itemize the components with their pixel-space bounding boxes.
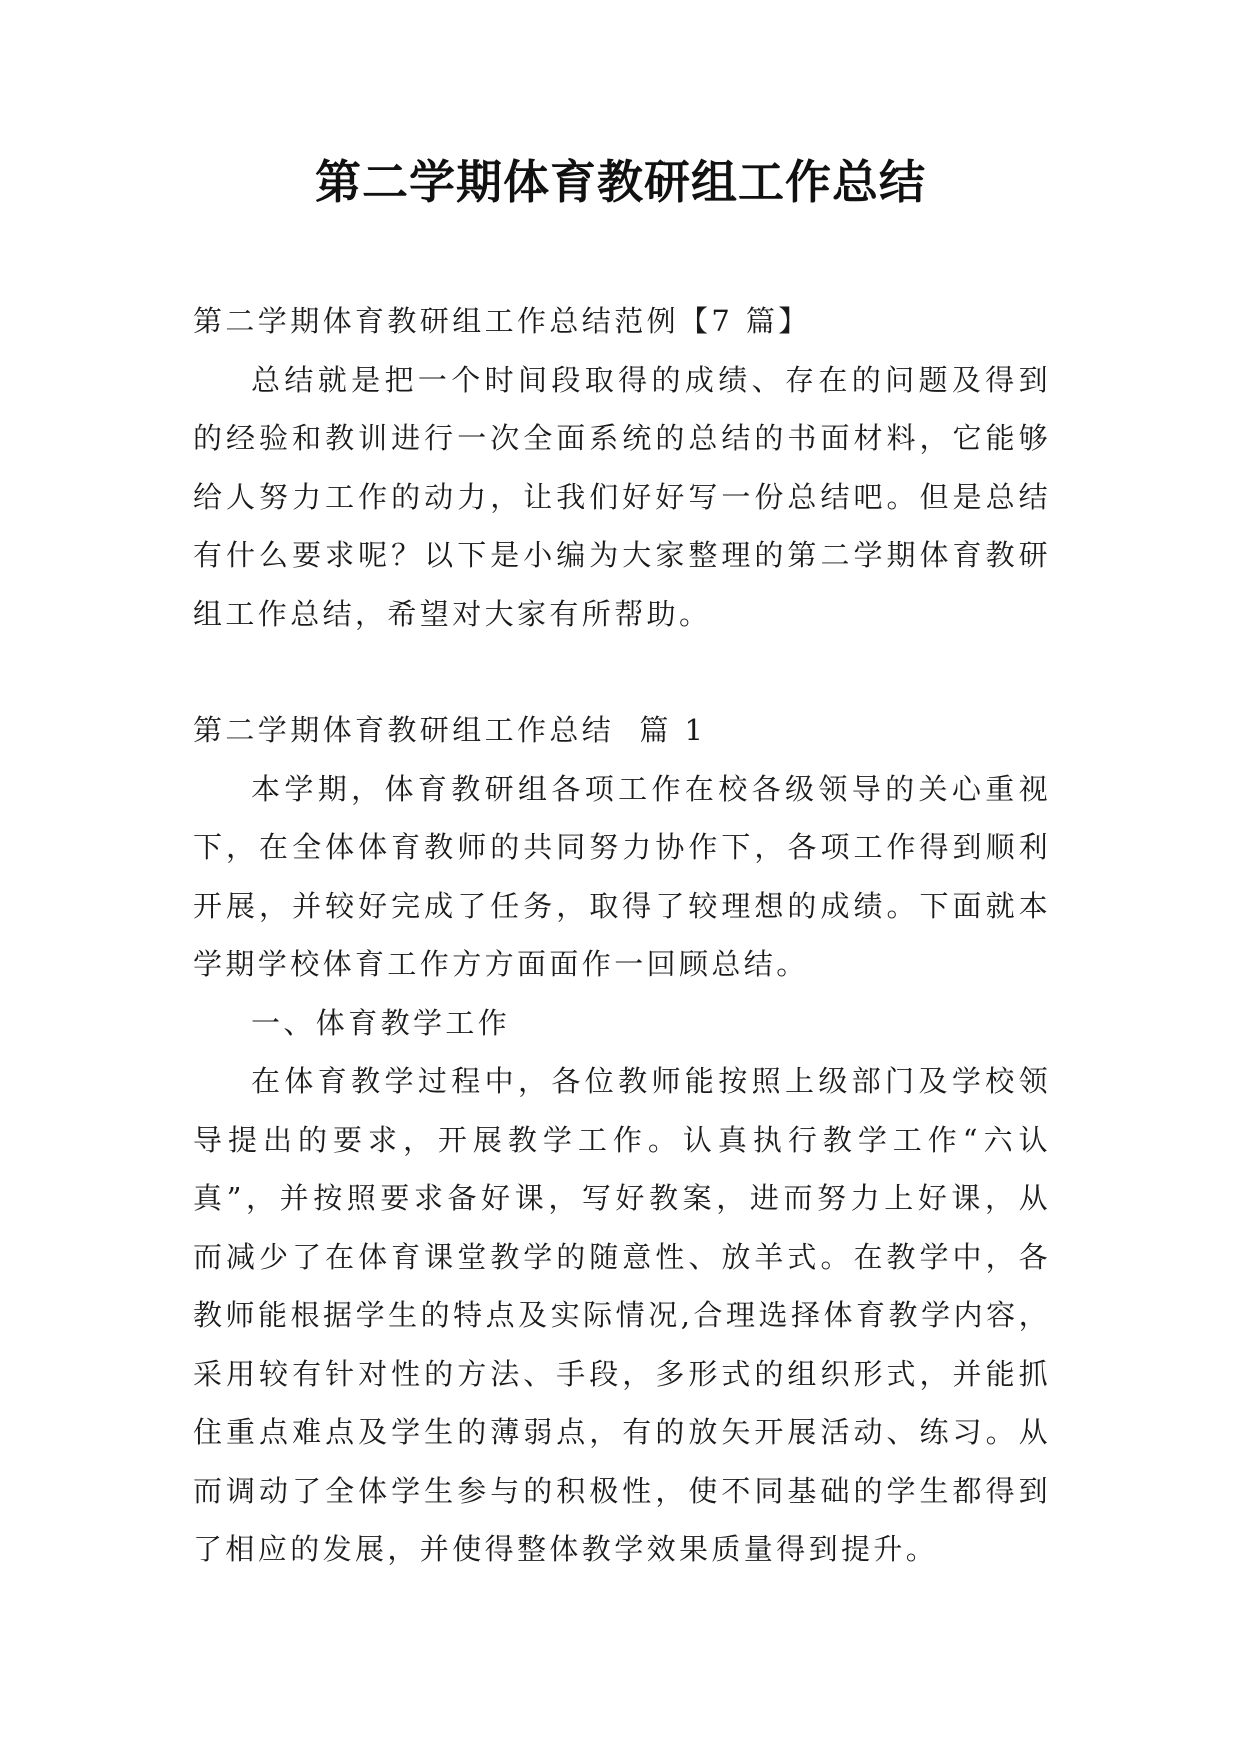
- section-intro-paragraph: 本学期，体育教研组各项工作在校各级领导的关心重视下，在全体体育教师的共同努力协作下，各项工作得到顺利开展，并较好完成了任务，取得了较理想的成绩。下面就本学期学校体育工作方方面面作一回顾总结。: [193, 771, 1051, 981]
- document-body: [193, 292, 1051, 1579]
- paragraph-spacer: [193, 643, 1051, 701]
- section-heading: 第二学期体育教研组工作总结 篇 1: [193, 713, 707, 747]
- intro-paragraph: 总结就是把一个时间段取得的成绩、存在的问题及得到的经验和教训进行一次全面系统的总结的书面材料，它能够给人努力工作的动力，让我们好好写一份总结吧。但是总结有什么要求呢？以下是小编为大家整理的第二学期体育教研组工作总结，希望对大家有所帮助。: [193, 362, 1051, 631]
- teaching-work-paragraph: 在体育教学过程中，各位教师能按照上级部门及学校领导提出的要求，开展教学工作。认真执行教学工作“六认真”，并按照要求备好课，写好教案，进而努力上好课，从而减少了在体育课堂教学的随意性、放羊式。在教学中，各教师能根据学生的特点及实际情况,合理选择体育教学内容，采用较有针对性的方法、手段，多形式的组织形式，并能抓住重点难点及学生的薄弱点，有的放矢开展活动、练习。从而调动了全体学生参与的积极性，使不同基础的学生都得到了相应的发展，并使得整体教学效果质量得到提升。: [193, 1064, 1051, 1566]
- document-title: 第二学期体育教研组工作总结: [315, 155, 926, 209]
- subheading-teaching-work: 一、体育教学工作: [251, 1005, 511, 1040]
- collection-subtitle: 第二学期体育教研组工作总结范例【7 篇】: [193, 304, 811, 338]
